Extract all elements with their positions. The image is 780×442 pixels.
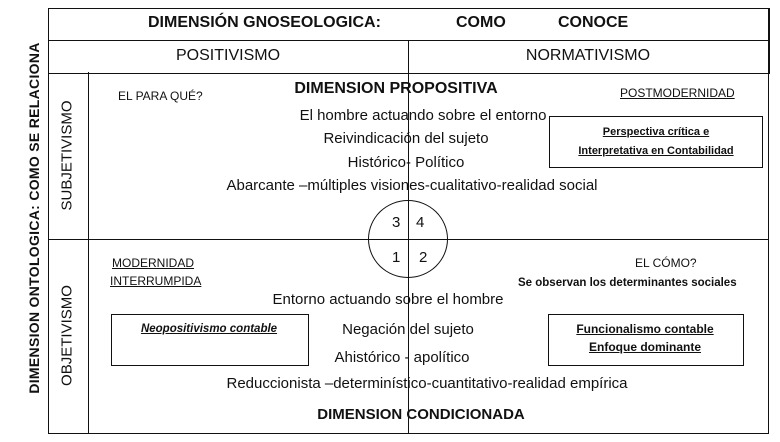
- determinantes-sociales: Se observan los determinantes sociales: [518, 277, 737, 289]
- row-subjetivismo: SUBJETIVISMO: [58, 100, 76, 211]
- header-conoce: CONOCE: [558, 14, 629, 31]
- postmodernidad: POSTMODERNIDAD: [620, 86, 735, 100]
- row-label-divider: [88, 72, 89, 434]
- bottom-line-3: Ahistórico - apolítico: [334, 349, 470, 366]
- el-para-que: EL PARA QUÉ?: [118, 89, 203, 103]
- header-como: COMO: [456, 14, 506, 31]
- neopositivismo-box: [111, 314, 309, 366]
- neopositivismo-label: Neopositivismo contable: [140, 323, 278, 335]
- perspectiva-critica-box: [549, 116, 763, 168]
- funcionalismo-line2: Enfoque dominante: [589, 340, 701, 354]
- bottom-line-4: Reduccionista –determinístico-cuantitativo-realidad empírica: [226, 375, 628, 392]
- top-line-2: Reivindicación del sujeto: [323, 130, 489, 147]
- dimension-condicionada: DIMENSION CONDICIONADA: [317, 406, 525, 423]
- top-line-1: El hombre actuando sobre el entorno: [299, 107, 547, 124]
- bottom-line-2: Negación del sujeto: [342, 321, 474, 338]
- quadrant-2: 2: [419, 249, 428, 266]
- column-normativismo: NORMATIVISMO: [525, 47, 651, 64]
- quadrant-circle: [368, 200, 448, 278]
- quadrant-1: 1: [392, 249, 401, 266]
- row-objetivismo: OBJETIVISMO: [58, 285, 76, 386]
- perspectiva-line2: Interpretativa en Contabilidad: [578, 145, 734, 157]
- top-line-3: Histórico- Político: [347, 154, 465, 171]
- column-positivismo: POSITIVISMO: [175, 47, 281, 64]
- bottom-line-1: Entorno actuando sobre el hombre: [272, 291, 504, 308]
- perspectiva-line1: Perspectiva crítica e: [602, 126, 710, 138]
- funcionalismo-line1: Funcionalismo contable: [576, 322, 714, 336]
- ontological-axis-label: DIMENSION ONTOLOGICA: COMO SE RELACIONA: [26, 42, 42, 394]
- bottom-border: [48, 433, 768, 434]
- right-border: [768, 8, 769, 434]
- quadrant-3: 3: [392, 214, 401, 231]
- header-title: DIMENSIÓN GNOSEOLOGICA:: [148, 14, 381, 31]
- left-axis-divider: [48, 8, 49, 434]
- top-line-4: Abarcante –múltiples visiones-cualitativo-realidad social: [226, 177, 598, 194]
- columns-row: [48, 40, 770, 74]
- modernidad-line2: INTERRUMPIDA: [110, 274, 202, 288]
- dimension-propositiva: DIMENSION PROPOSITIVA: [294, 80, 498, 97]
- quadrant-4: 4: [416, 214, 425, 231]
- el-como: EL CÓMO?: [635, 256, 697, 270]
- modernidad-line1: MODERNIDAD: [112, 256, 195, 270]
